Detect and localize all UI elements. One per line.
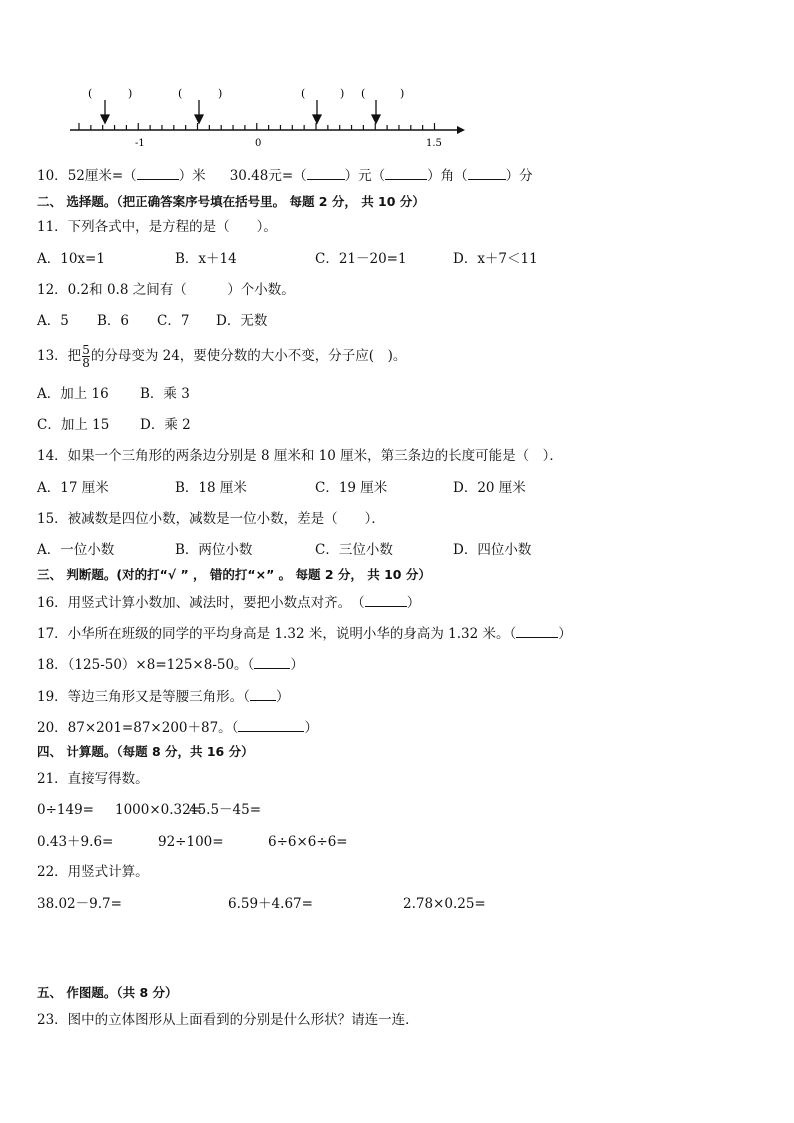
option-b[interactable]: B．6 [97,313,130,329]
question-11: 11．下列各式中，是方程的是（ ）。 [37,219,277,235]
answer-blank[interactable] [238,718,304,732]
option-d[interactable]: D．乘 2 [140,417,191,433]
question-10 [37,166,533,185]
question-15: 15．被减数是四位小数，减数是一位小数，差是（ ）． [37,511,385,527]
q18-text: ） [290,657,304,673]
paren-mark: ( [88,87,93,100]
question-21-row1 [37,801,337,819]
option-d[interactable]: D．20 厘米 [453,480,526,496]
tick-label: 1.5 [426,138,442,149]
option-d[interactable]: D．四位小数 [453,542,532,558]
tick-label: -1 [135,138,145,149]
question-16 [37,593,420,612]
question-22: 22．用竖式计算。 [37,864,149,880]
answer-blank[interactable] [254,655,290,669]
answer-blank[interactable] [137,166,179,180]
fraction [82,344,90,369]
option-d[interactable]: D．无数 [216,313,268,329]
q13-text: 的分母变为 24，要使分数的大小不变，分子应( )。 [90,348,407,364]
option-c[interactable]: C．21－20=1 [315,251,407,267]
calc-item: 92÷100= [158,834,224,850]
q17-text: 17．小华所在班级的同学的平均身高是 1.32 米，说明小华的身高为 1.32 米。（ [37,626,517,642]
calc-item: 38.02－9.7= [37,896,122,912]
question-number: 10． [37,168,68,184]
q16-text: 16．用竖式计算小数加、减法时，要把小数点对齐。 （ [37,595,365,611]
question-18 [37,655,304,674]
answer-blank[interactable] [385,166,427,180]
fraction-denominator: 8 [82,356,90,370]
number-line-figure [0,0,794,160]
question-12-options [37,312,337,330]
option-b[interactable]: B．x＋14 [175,251,237,267]
question-13-options-row2 [37,416,337,434]
option-a[interactable]: A．10x=1 [37,251,105,267]
option-d[interactable]: D．x＋7＜11 [453,251,538,267]
question-12: 12．0.2和 0.8 之间有（ ）个小数。 [37,282,295,298]
option-c[interactable]: C．19 厘米 [315,480,388,496]
q20-text: ） [304,720,318,736]
paren-mark: ) [128,87,133,100]
section-4-heading: 四、 计算题。（每题 8 分，共 16 分） [37,744,254,759]
q10-text: 52厘米=（ [67,168,137,184]
question-22-row [37,895,497,913]
option-a[interactable]: A．5 [37,313,69,329]
option-c[interactable]: C．7 [157,313,190,329]
paren-mark: ) [340,87,345,100]
calc-item: 6.59＋4.67= [228,896,313,912]
calc-item: 0.43＋9.6= [37,834,114,850]
question-15-options [37,541,597,559]
option-c[interactable]: C．三位小数 [315,542,393,558]
section-2-heading: 二、 选择题。（把正确答案序号填在括号里。 每题 2 分， 共 10 分） [37,194,425,209]
question-14-options [37,479,597,497]
question-20 [37,718,318,737]
q10-text: ）元（ [344,168,386,184]
option-a[interactable]: A．加上 16 [37,386,109,402]
paren-mark: ) [218,87,223,100]
axis-arrow-head [457,126,465,134]
answer-blank[interactable] [365,593,407,607]
question-19 [37,687,289,706]
calc-item: 6÷6×6÷6= [268,834,348,850]
q18-text: 18．（125-50）×8=125×8-50。（ [37,657,255,673]
answer-blank[interactable] [250,687,276,701]
option-a[interactable]: A．17 厘米 [37,480,109,496]
option-b[interactable]: B．两位小数 [175,542,253,558]
calc-item: 0÷149= [37,802,94,818]
answer-blank[interactable] [307,166,345,180]
question-17 [37,624,572,643]
axis-ticks [79,123,435,130]
option-b[interactable]: B．18 厘米 [175,480,247,496]
section-3-heading: 三、 判断题。(对的打“√ ” ， 错的打“×” 。 每题 2 分， 共 10 分） [37,567,431,582]
option-c[interactable]: C．加上 15 [37,417,110,433]
paren-mark: ( [361,87,366,100]
fraction-numerator: 5 [82,343,90,357]
question-11-options [37,250,597,268]
pointer-arrow-head [313,115,321,123]
paren-mark: ) [400,87,405,100]
calc-item: 1000×0.32= [115,802,203,818]
answer-blank[interactable] [468,166,506,180]
question-14: 14．如果一个三角形的两条边分别是 8 厘米和 10 厘米，第三条边的长度可能是（ ）． [37,448,563,464]
option-a[interactable]: A．一位小数 [37,542,115,558]
paren-mark: ( [301,87,306,100]
pointer-arrow-head [372,115,380,123]
pointer-arrows [101,100,380,123]
q10-text: ）米 [178,168,206,184]
question-21: 21．直接写得数。 [37,771,149,787]
paren-mark: ( [178,87,183,100]
q19-text: 19．等边三角形又是等腰三角形。（ [37,689,250,705]
q10-text: 30.48元=（ [229,168,307,184]
q10-text: ）角（ [427,168,468,184]
option-b[interactable]: B．乘 3 [140,386,190,402]
paren-marks [88,87,404,100]
q17-text: ） [558,626,572,642]
question-21-row2 [37,833,357,851]
tick-label: 0 [255,138,262,149]
q20-text: 20．87×201=87×200＋87。（ [37,720,239,736]
section-5-heading: 五、 作图题。（共 8 分） [37,985,178,1000]
q10-text: ）分 [505,168,533,184]
pointer-arrow-head [195,115,203,123]
q16-text: ） [406,595,421,611]
q19-text: ） [275,689,290,705]
answer-blank[interactable] [516,624,558,638]
question-13-options-row1 [37,385,337,403]
question-23: 23．图中的立体图形从上面看到的分别是什么形状？请连一连． [37,1012,419,1028]
pointer-arrow-head [101,115,109,123]
question-13 [37,340,406,372]
q13-text: 13．把 [37,348,82,364]
calc-item: 2.78×0.25= [403,896,486,912]
calc-item: 45.5－45= [189,802,262,818]
